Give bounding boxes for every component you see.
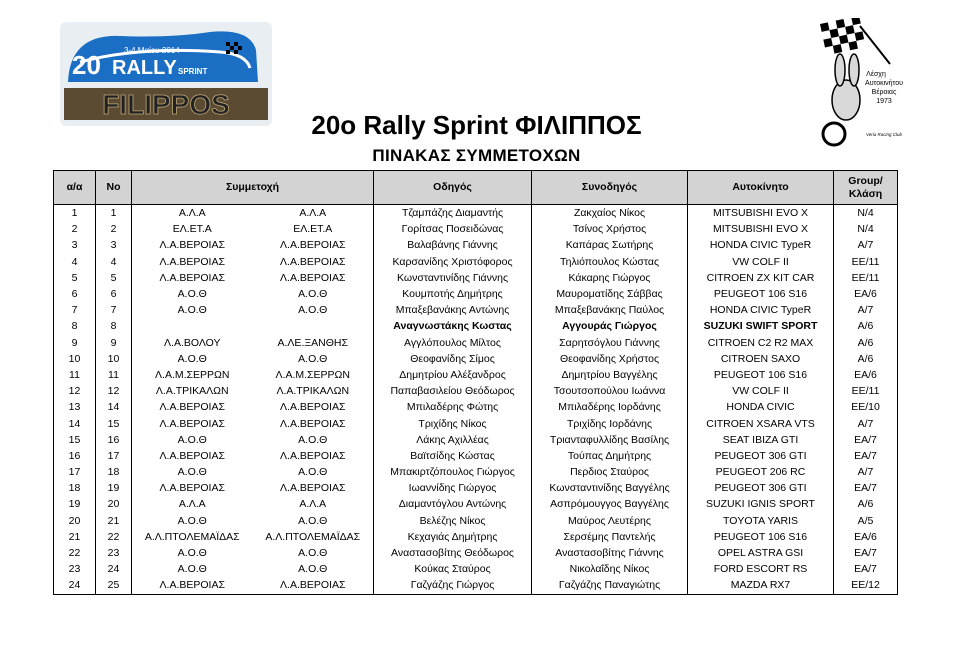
cell-group: ΕΕ/11 (834, 270, 898, 286)
cell-car: PEUGEOT 306 GTI (688, 448, 834, 464)
cell-aa: 19 (54, 496, 96, 512)
cell-codriver: Τριανταφυλλίδης Βασίλης (532, 432, 688, 448)
table-row (54, 529, 898, 545)
cell-codriver: Τσίνος Χρήστος (532, 221, 688, 237)
cell-no: 1 (96, 205, 132, 222)
cell-driver: Βαϊτσίδης Κώστας (374, 448, 532, 464)
cell-club2: Α.Ο.Θ (253, 432, 374, 448)
cell-club2: Λ.Α.ΒΕΡΟΙΑΣ (253, 577, 374, 594)
cell-aa: 17 (54, 464, 96, 480)
cell-group: ΕΑ/7 (834, 545, 898, 561)
cell-club1: Λ.Α.Μ.ΣΕΡΡΩΝ (132, 367, 253, 383)
cell-car: CITROEN ZX KIT CAR (688, 270, 834, 286)
table-row (54, 496, 898, 512)
cell-codriver: Τριχίδης Ιορδάνης (532, 415, 688, 431)
cell-driver: Αγγλόπουλος Μίλτος (374, 335, 532, 351)
cell-club2: Α.Λ.Α (253, 205, 374, 222)
cell-driver: Παπαβασιλείου Θεόδωρος (374, 383, 532, 399)
cell-club2: ΕΛ.ΕΤ.Α (253, 221, 374, 237)
cell-driver: Αναγνωστάκης Κωστας (374, 318, 532, 334)
cell-car: PEUGEOT 306 GTI (688, 480, 834, 496)
table-row (54, 367, 898, 383)
cell-aa: 14 (54, 415, 96, 431)
cell-car: SUZUKI SWIFT SPORT (688, 318, 834, 334)
cell-club1: Α.Ο.Θ (132, 464, 253, 480)
cell-no: 7 (96, 302, 132, 318)
cell-codriver: Τηλιόπουλος Κώστας (532, 254, 688, 270)
cell-club2: Λ.Α.ΒΕΡΟΙΑΣ (253, 415, 374, 431)
cell-driver: Τζαμπάζης Διαμαντής (374, 205, 532, 222)
cell-group: A/7 (834, 302, 898, 318)
table-row (54, 286, 898, 302)
cell-car: MITSUBISHI EVO X (688, 221, 834, 237)
table-row (54, 448, 898, 464)
cell-car: MAZDA RX7 (688, 577, 834, 594)
cell-driver: Μπαξεβανάκης Αντώνης (374, 302, 532, 318)
table-row (54, 335, 898, 351)
cell-driver: Μπιλαδέρης Φώτης (374, 399, 532, 415)
svg-text:SPRINT: SPRINT (178, 67, 208, 76)
cell-driver: Βελέζης Νίκος (374, 513, 532, 529)
cell-driver: Λάκης Αχιλλέας (374, 432, 532, 448)
cell-codriver: Τσουτσοπούλου Ιωάννα (532, 383, 688, 399)
cell-group: ΕΑ/7 (834, 480, 898, 496)
cell-club2 (253, 318, 374, 334)
cell-club1: Λ.Α.ΒΕΡΟΙΑΣ (132, 480, 253, 496)
cell-car: FORD ESCORT RS (688, 561, 834, 577)
cell-codriver: Αναστασοβίτης Γιάννης (532, 545, 688, 561)
cell-club2: Λ.Α.ΒΕΡΟΙΑΣ (253, 254, 374, 270)
table-row (54, 399, 898, 415)
cell-group: ΕΑ/7 (834, 561, 898, 577)
table-row (54, 302, 898, 318)
cell-club2: Α.Λ.ΠΤΟΛΕΜΑΪΔΑΣ (253, 529, 374, 545)
cell-car: PEUGEOT 106 S16 (688, 529, 834, 545)
cell-club1: Α.Ο.Θ (132, 302, 253, 318)
cell-club2: Α.Ο.Θ (253, 545, 374, 561)
svg-text:Βέροιας: Βέροιας (871, 89, 897, 96)
cell-aa: 24 (54, 577, 96, 594)
cell-club1: Λ.Α.ΒΕΡΟΙΑΣ (132, 415, 253, 431)
cell-group: ΕΕ/11 (834, 254, 898, 270)
cell-aa: 3 (54, 237, 96, 253)
table-header-row (54, 171, 898, 205)
cell-aa: 22 (54, 545, 96, 561)
cell-club2: Α.Ο.Θ (253, 351, 374, 367)
cell-car: HONDA CIVIC (688, 399, 834, 415)
cell-group: ΕΑ/6 (834, 367, 898, 383)
cell-club1 (132, 318, 253, 334)
cell-car: VW COLF II (688, 254, 834, 270)
cell-aa: 1 (54, 205, 96, 222)
cell-group: ΕΑ/6 (834, 286, 898, 302)
cell-club1: Α.Ο.Θ (132, 561, 253, 577)
cell-codriver: Ασπρόμουγγος Βαγγέλης (532, 496, 688, 512)
cell-driver: Γαζγάζης Γιώργος (374, 577, 532, 594)
cell-driver: Τριχίδης Νίκος (374, 415, 532, 431)
cell-group: ΕΕ/10 (834, 399, 898, 415)
header-group-line1: Group/ (848, 174, 883, 187)
cell-group: ΕΕ/12 (834, 577, 898, 594)
cell-aa: 15 (54, 432, 96, 448)
cell-no: 25 (96, 577, 132, 594)
cell-no: 19 (96, 480, 132, 496)
cell-club1: Α.Ο.Θ (132, 351, 253, 367)
cell-club2: Λ.Α.ΒΕΡΟΙΑΣ (253, 237, 374, 253)
cell-codriver: Μαυροματίδης Σάββας (532, 286, 688, 302)
cell-aa: 5 (54, 270, 96, 286)
cell-car: SUZUKI IGNIS SPORT (688, 496, 834, 512)
cell-car: HONDA CIVIC TypeR (688, 302, 834, 318)
cell-aa: 2 (54, 221, 96, 237)
cell-aa: 9 (54, 335, 96, 351)
table-row (54, 561, 898, 577)
cell-group: ΕΑ/7 (834, 432, 898, 448)
cell-aa: 11 (54, 367, 96, 383)
cell-club2: Λ.Α.ΒΕΡΟΙΑΣ (253, 399, 374, 415)
cell-club2: Λ.Α.ΒΕΡΟΙΑΣ (253, 270, 374, 286)
cell-group: ΕΕ/11 (834, 383, 898, 399)
table-row (54, 432, 898, 448)
cell-club2: Α.Ο.Θ (253, 464, 374, 480)
cell-aa: 8 (54, 318, 96, 334)
cell-driver: Ιωαννίδης Γιώργος (374, 480, 532, 496)
cell-car: MITSUBISHI EVO X (688, 205, 834, 222)
cell-club1: Λ.Α.ΒΕΡΟΙΑΣ (132, 237, 253, 253)
cell-car: VW COLF II (688, 383, 834, 399)
cell-driver: Δημητρίου Αλέξανδρος (374, 367, 532, 383)
svg-text:1973: 1973 (876, 98, 892, 105)
cell-no: 17 (96, 448, 132, 464)
cell-no: 10 (96, 351, 132, 367)
cell-codriver: Θεοφανίδης Χρήστος (532, 351, 688, 367)
svg-text:Veria Racing Club: Veria Racing Club (865, 132, 903, 137)
cell-driver: Κεχαγιάς Δημήτρης (374, 529, 532, 545)
cell-driver: Διαμαντόγλου Αντώνης (374, 496, 532, 512)
cell-no: 20 (96, 496, 132, 512)
cell-aa: 13 (54, 399, 96, 415)
cell-driver: Αναστασοβίτης Θεόδωρος (374, 545, 532, 561)
cell-car: CITROEN C2 R2 MAX (688, 335, 834, 351)
cell-aa: 4 (54, 254, 96, 270)
cell-no: 6 (96, 286, 132, 302)
cell-codriver: Δημητρίου Βαγγέλης (532, 367, 688, 383)
cell-car: PEUGEOT 106 S16 (688, 367, 834, 383)
cell-aa: 21 (54, 529, 96, 545)
cell-codriver: Αγγουράς Γιώργος (532, 318, 688, 334)
cell-club1: Λ.Α.ΒΕΡΟΙΑΣ (132, 448, 253, 464)
cell-group: A/5 (834, 513, 898, 529)
cell-club2: Λ.Α.ΒΕΡΟΙΑΣ (253, 448, 374, 464)
header-driver: Οδηγός (374, 171, 532, 205)
cell-club2: Α.Λ.Α (253, 496, 374, 512)
table-row (54, 545, 898, 561)
table-row (54, 464, 898, 480)
cell-group: ΕΑ/7 (834, 448, 898, 464)
cell-group: A/7 (834, 415, 898, 431)
cell-no: 11 (96, 367, 132, 383)
cell-car: PEUGEOT 206 RC (688, 464, 834, 480)
svg-text:3-4 Μαίου 2014: 3-4 Μαίου 2014 (124, 46, 180, 55)
cell-no: 18 (96, 464, 132, 480)
table-row (54, 318, 898, 334)
svg-text:Λέσχη: Λέσχη (866, 71, 886, 78)
cell-no: 15 (96, 415, 132, 431)
header-no: Νο (96, 171, 132, 205)
header-entry: Συμμετοχή (132, 171, 374, 205)
cell-driver: Κωνσταντινίδης Γιάννης (374, 270, 532, 286)
cell-codriver: Μαύρος Λευτέρης (532, 513, 688, 529)
header-codriver: Συνοδηγός (532, 171, 688, 205)
table-row (54, 480, 898, 496)
cell-codriver: Σερσέμης Παντελής (532, 529, 688, 545)
cell-driver: Κουμποτής Δημήτρης (374, 286, 532, 302)
cell-club2: Α.Ο.Θ (253, 286, 374, 302)
cell-group: A/6 (834, 318, 898, 334)
cell-club1: Λ.Α.ΤΡΙΚΑΛΩΝ (132, 383, 253, 399)
cell-club2: Λ.Α.ΤΡΙΚΑΛΩΝ (253, 383, 374, 399)
cell-group: A/6 (834, 351, 898, 367)
svg-text:Αυτοκινήτου: Αυτοκινήτου (865, 80, 903, 87)
cell-aa: 12 (54, 383, 96, 399)
cell-group: A/6 (834, 335, 898, 351)
cell-codriver: Καπάρας Σωτήρης (532, 237, 688, 253)
cell-no: 16 (96, 432, 132, 448)
cell-no: 23 (96, 545, 132, 561)
cell-aa: 20 (54, 513, 96, 529)
cell-club2: Λ.Α.Μ.ΣΕΡΡΩΝ (253, 367, 374, 383)
table-row (54, 221, 898, 237)
cell-club1: Α.Ο.Θ (132, 286, 253, 302)
cell-aa: 23 (54, 561, 96, 577)
cell-no: 5 (96, 270, 132, 286)
cell-aa: 16 (54, 448, 96, 464)
cell-club2: Α.ΛΕ.ΞΑΝΘΗΣ (253, 335, 374, 351)
cell-driver: Κούκας Σταύρος (374, 561, 532, 577)
table-row (54, 415, 898, 431)
cell-club1: Λ.Α.ΒΕΡΟΙΑΣ (132, 254, 253, 270)
cell-group: A/7 (834, 237, 898, 253)
cell-club1: Α.Ο.Θ (132, 513, 253, 529)
cell-driver: Καρσανίδης Χριστόφορος (374, 254, 532, 270)
cell-codriver: Περδιος Σταύρος (532, 464, 688, 480)
cell-no: 9 (96, 335, 132, 351)
cell-club2: Α.Ο.Θ (253, 513, 374, 529)
cell-club1: Α.Ο.Θ (132, 432, 253, 448)
cell-driver: Γορίτσας Ποσειδώνας (374, 221, 532, 237)
cell-driver: Θεοφανίδης Σίμος (374, 351, 532, 367)
cell-driver: Βαλαβάνης Γιάννης (374, 237, 532, 253)
cell-no: 24 (96, 561, 132, 577)
cell-club2: Α.Ο.Θ (253, 302, 374, 318)
cell-no: 22 (96, 529, 132, 545)
cell-aa: 10 (54, 351, 96, 367)
svg-text:RALLY: RALLY (112, 57, 177, 79)
cell-codriver: Γαζγάζης Παναγιώτης (532, 577, 688, 594)
cell-car: PEUGEOT 106 S16 (688, 286, 834, 302)
cell-no: 4 (96, 254, 132, 270)
cell-car: CITROEN SAXO (688, 351, 834, 367)
table-row (54, 351, 898, 367)
table-row (54, 270, 898, 286)
cell-no: 14 (96, 399, 132, 415)
cell-club1: Λ.Α.ΒΕΡΟΙΑΣ (132, 270, 253, 286)
cell-no: 3 (96, 237, 132, 253)
cell-club2: Α.Ο.Θ (253, 561, 374, 577)
cell-club1: Λ.Α.ΒΟΛΟΥ (132, 335, 253, 351)
cell-group: ΕΑ/6 (834, 529, 898, 545)
cell-codriver: Ζακχαίος Νίκος (532, 205, 688, 222)
entry-list-table (53, 170, 898, 595)
header-car: Αυτοκίνητο (688, 171, 834, 205)
cell-group: A/7 (834, 464, 898, 480)
table-row (54, 577, 898, 594)
cell-no: 21 (96, 513, 132, 529)
cell-no: 8 (96, 318, 132, 334)
cell-club2: Λ.Α.ΒΕΡΟΙΑΣ (253, 480, 374, 496)
header-group (834, 171, 898, 205)
cell-club1: ΕΛ.ΕΤ.Α (132, 221, 253, 237)
cell-driver: Μπακιρτζόπουλος Γιώργος (374, 464, 532, 480)
cell-aa: 6 (54, 286, 96, 302)
svg-text:20: 20 (72, 50, 101, 80)
table-row (54, 205, 898, 222)
table-row (54, 513, 898, 529)
cell-codriver: Κάκαρης Γιώργος (532, 270, 688, 286)
cell-car: OPEL ASTRA GSI (688, 545, 834, 561)
cell-codriver: Τούπας Δημήτρης (532, 448, 688, 464)
cell-aa: 18 (54, 480, 96, 496)
table-row (54, 383, 898, 399)
cell-club1: Α.Λ.ΠΤΟΛΕΜΑΪΔΑΣ (132, 529, 253, 545)
cell-codriver: Κωνσταντινίδης Βαγγέλης (532, 480, 688, 496)
header-aa: α/α (54, 171, 96, 205)
cell-club1: Λ.Α.ΒΕΡΟΙΑΣ (132, 399, 253, 415)
svg-text:FILIPPOS: FILIPPOS (102, 89, 230, 120)
cell-club1: Α.Ο.Θ (132, 545, 253, 561)
cell-no: 12 (96, 383, 132, 399)
cell-car: CITROEN XSARA VTS (688, 415, 834, 431)
page-title: 20o Rally Sprint ΦΙΛΙΠΠΟΣ (311, 110, 642, 140)
table-row (54, 254, 898, 270)
cell-car: SEAT IBIZA GTI (688, 432, 834, 448)
cell-group: A/6 (834, 496, 898, 512)
cell-car: HONDA CIVIC TypeR (688, 237, 834, 253)
cell-codriver: Νικολαΐδης Νίκος (532, 561, 688, 577)
cell-car: TOYOTA YARIS (688, 513, 834, 529)
cell-club1: Λ.Α.ΒΕΡΟΙΑΣ (132, 577, 253, 594)
cell-no: 2 (96, 221, 132, 237)
cell-codriver: Μπιλαδέρης Ιορδάνης (532, 399, 688, 415)
cell-group: N/4 (834, 221, 898, 237)
page-subtitle: ΠΙΝΑΚΑΣ ΣΥΜΜΕΤΟΧΩΝ (372, 146, 581, 165)
cell-codriver: Μπαξεβανάκης Παύλος (532, 302, 688, 318)
cell-codriver: Σαρητσόγλου Γιάννης (532, 335, 688, 351)
cell-club1: Α.Λ.Α (132, 496, 253, 512)
cell-group: N/4 (834, 205, 898, 222)
cell-aa: 7 (54, 302, 96, 318)
cell-club1: Α.Λ.Α (132, 205, 253, 222)
header-group-line2: Κλάση (848, 187, 883, 200)
table-row (54, 237, 898, 253)
